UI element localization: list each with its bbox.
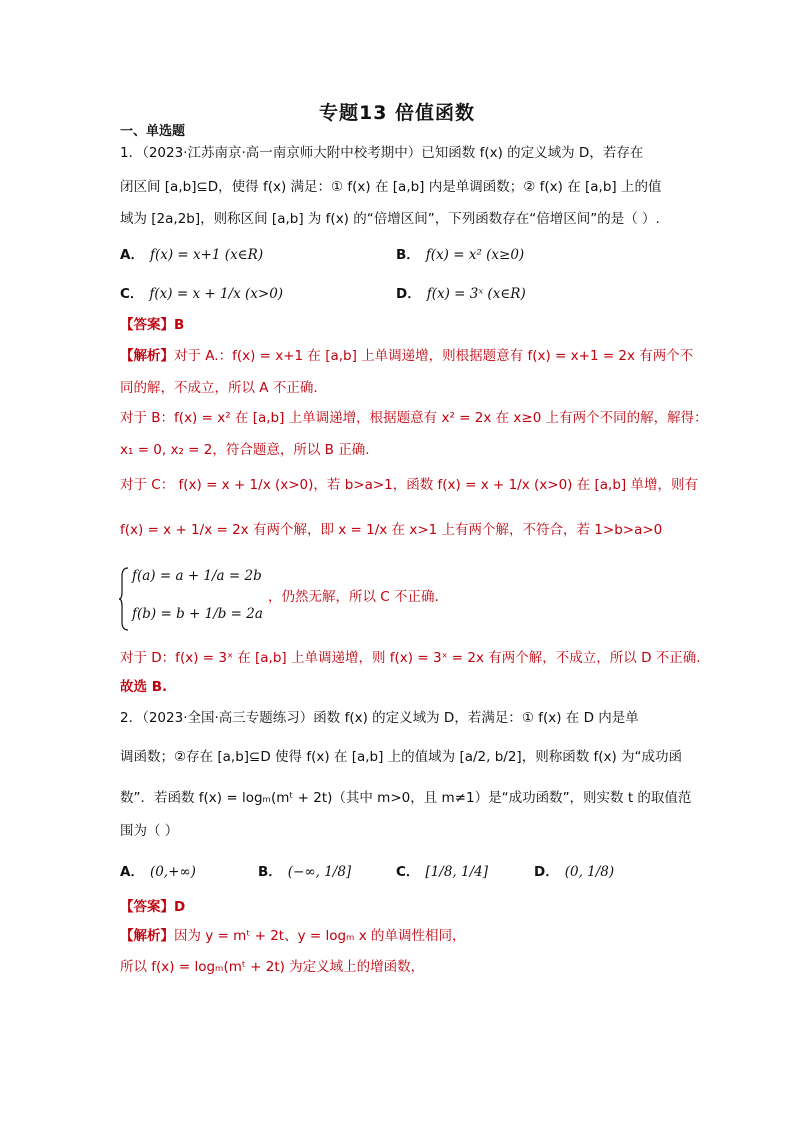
solution-text: 对于 A.：f(x) = x+1 在 [a,b] 上单调递增，则根据题意有 f(x) = x+1 = 2x 有两个不 (174, 348, 694, 364)
q2-stem-line-1: 2．（2023·全国·高三专题练习）函数 f(x) 的定义域为 D，若满足：① f(x) 在 D 内是单 (120, 710, 639, 726)
q1-solution-line-1 (120, 347, 693, 365)
q1-stem-line-3: 域为 [2a,2b]，则称区间 [a,b] 为 f(x) 的“倍增区间”，下列函数存在“倍增区间”的是（ ）. (120, 211, 660, 227)
q2-solution-line-2: 所以 f(x) = logₘ(mᵗ + 2t) 为定义域上的增函数， (120, 959, 425, 975)
q2-answer (120, 898, 185, 916)
page-title: 专题13 倍值函数 (318, 102, 476, 124)
option-letter: B． (396, 247, 420, 263)
option-letter: A． (120, 247, 144, 263)
option-expression: (0,+∞) (149, 864, 196, 880)
option-expression: f(x) = 3ˣ (x∈R) (426, 286, 526, 302)
option-letter: C． (396, 864, 420, 880)
option-letter: D． (534, 864, 559, 880)
option-expression: [1/8, 1/4] (425, 864, 488, 880)
system-equation-2: f(b) = b + 1/b = 2a (132, 606, 263, 622)
q1-solution-line-3: 对于 B：f(x) = x² 在 [a,b] 上单调递增，根据题意有 x² = 2x 在 x≥0 上有两个不同的解，解得： (120, 410, 708, 426)
q1-solution-line-5: 对于 C： f(x) = x + 1/x (x>0)，若 b>a>1，函数 f(x) = x + 1/x (x>0) 在 [a,b] 单增，则有 (120, 477, 698, 493)
option-letter: C． (120, 286, 144, 302)
answer-tag: 【答案】 (120, 317, 174, 333)
q1-stem-line-2: 闭区间 [a,b]⊆D，使得 f(x) 满足：① f(x) 在 [a,b] 内是单调函数；② f(x) 在 [a,b] 上的值 (120, 179, 662, 195)
option-letter: D． (396, 286, 421, 302)
q2-option-a[interactable] (120, 860, 196, 880)
q1-option-c[interactable] (120, 282, 283, 302)
option-expression: f(x) = x + 1/x (x>0) (149, 286, 284, 302)
q1-answer (120, 316, 184, 334)
q2-stem-line-2: 调函数；②存在 [a,b]⊆D 使得 f(x) 在 [a,b] 上的值域为 [a/2, b/2]，则称函数 f(x) 为“成功函 (120, 749, 683, 765)
q1-solution-line-7: 对于 D：f(x) = 3ˣ 在 [a,b] 上单调递增，则 f(x) = 3ˣ = 2x 有两个解，不成立，所以 D 不正确. (120, 650, 701, 666)
option-expression: f(x) = x+1 (x∈R) (149, 247, 264, 263)
q1-solution-line-8: 故选 B. (120, 679, 168, 695)
q1-system-conclusion: ，仍然无解，所以 C 不正确. (268, 589, 439, 605)
q2-option-d[interactable] (534, 860, 614, 880)
q1-solution-line-4: x₁ = 0, x₂ = 2，符合题意，所以 B 正确. (120, 442, 370, 458)
answer-tag: 【答案】 (120, 899, 174, 915)
option-expression: f(x) = x² (x≥0) (425, 247, 525, 263)
option-expression: (−∞, 1/8] (287, 864, 352, 880)
option-letter: A． (120, 864, 144, 880)
q1-solution-line-2: 同的解，不成立，所以 A 不正确. (120, 380, 318, 396)
q2-stem-line-4: 围为（ ） (120, 823, 179, 839)
section-heading: 一、单选题 (120, 124, 186, 139)
q2-solution-line-1 (120, 927, 466, 945)
q1-option-d[interactable] (396, 282, 526, 302)
q1-solution-line-6: f(x) = x + 1/x = 2x 有两个解，即 x = 1/x 在 x>1 上有两个解，不符合，若 1>b>a>0 (120, 522, 663, 538)
answer-value: D (174, 899, 186, 915)
option-letter: B． (258, 864, 282, 880)
q1-stem-line-1: 1．（2023·江苏南京·高一南京师大附中校考期中）已知函数 f(x) 的定义域为 D，若存在 (120, 145, 644, 161)
solution-text: 因为 y = mᵗ + 2t、y = logₘ x 的单调性相同， (174, 928, 466, 944)
system-brace (118, 566, 130, 632)
q2-option-b[interactable] (258, 860, 351, 880)
q2-option-c[interactable] (396, 860, 488, 880)
q1-option-a[interactable] (120, 243, 263, 263)
analysis-tag: 【解析】 (120, 348, 174, 364)
option-expression: (0, 1/8) (564, 864, 615, 880)
system-equation-1: f(a) = a + 1/a = 2b (132, 568, 262, 584)
analysis-tag: 【解析】 (120, 928, 174, 944)
q2-stem-line-3: 数”．若函数 f(x) = logₘ(mᵗ + 2t)（其中 m>0，且 m≠1）是“成功函数”，则实数 t 的取值范 (120, 790, 692, 806)
q1-option-b[interactable] (396, 243, 524, 263)
answer-value: B (174, 317, 185, 333)
